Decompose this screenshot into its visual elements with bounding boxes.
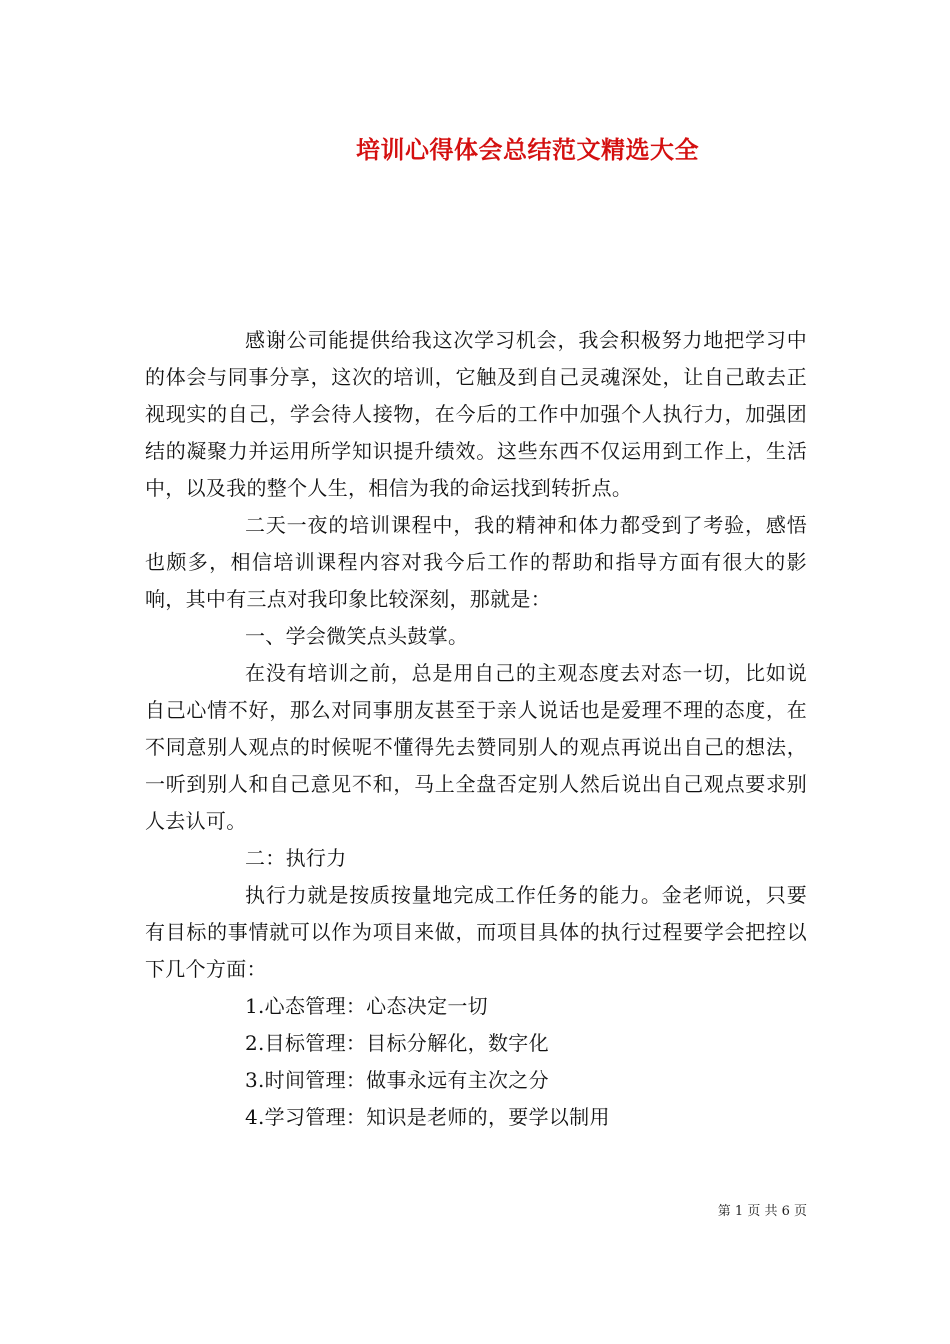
paragraph-smile: 在没有培训之前，总是用自己的主观态度去对态一切，比如说自己心情不好，那么对同事朋友甚至于亲人说话也是爱理不理的态度，在不同意别人观点的时候呢不懂得先去赞同别人的观点再说出自己的想法，一听到别人和自己意见不和，马上全盘否定别人然后说出自己观点要求别人去认可。 <box>145 661 807 833</box>
list-item: 1.心态管理：心态决定一切 <box>245 994 488 1018</box>
document-title: 培训心得体会总结范文精选大全 <box>356 135 699 164</box>
paragraph-execution: 执行力就是按质按量地完成工作任务的能力。金老师说，只要有目标的事情就可以作为项目来做，而项目具体的执行过程要学会把控以下几个方面： <box>145 883 807 981</box>
list-item: 2.目标管理：目标分解化，数字化 <box>245 1031 549 1055</box>
document-body <box>145 322 807 1136</box>
section-heading-execution: 二：执行力 <box>245 846 347 870</box>
paragraph-intro: 感谢公司能提供给我这次学习机会，我会积极努力地把学习中的体会与同事分享，这次的培训，它触及到自己灵魂深处，让自己敢去正视现实的自己，学会待人接物，在今后的工作中加强个人执行力，加强团结的凝聚力并运用所学知识提升绩效。这些东西不仅运用到工作上，生活中，以及我的整个人生，相信为我的命运找到转折点。 <box>145 328 807 500</box>
section-heading-smile: 一、学会微笑点头鼓掌。 <box>245 624 469 648</box>
list-item: 4.学习管理：知识是老师的，要学以制用 <box>245 1105 610 1129</box>
paragraph-training: 二天一夜的培训课程中，我的精神和体力都受到了考验，感悟也颇多，相信培训课程内容对我今后工作的帮助和指导方面有很大的影响，其中有三点对我印象比较深刻，那就是： <box>145 513 807 611</box>
list-item: 3.时间管理：做事永远有主次之分 <box>245 1068 549 1092</box>
page-number-footer: 第 1 页 共 6 页 <box>717 1204 807 1219</box>
